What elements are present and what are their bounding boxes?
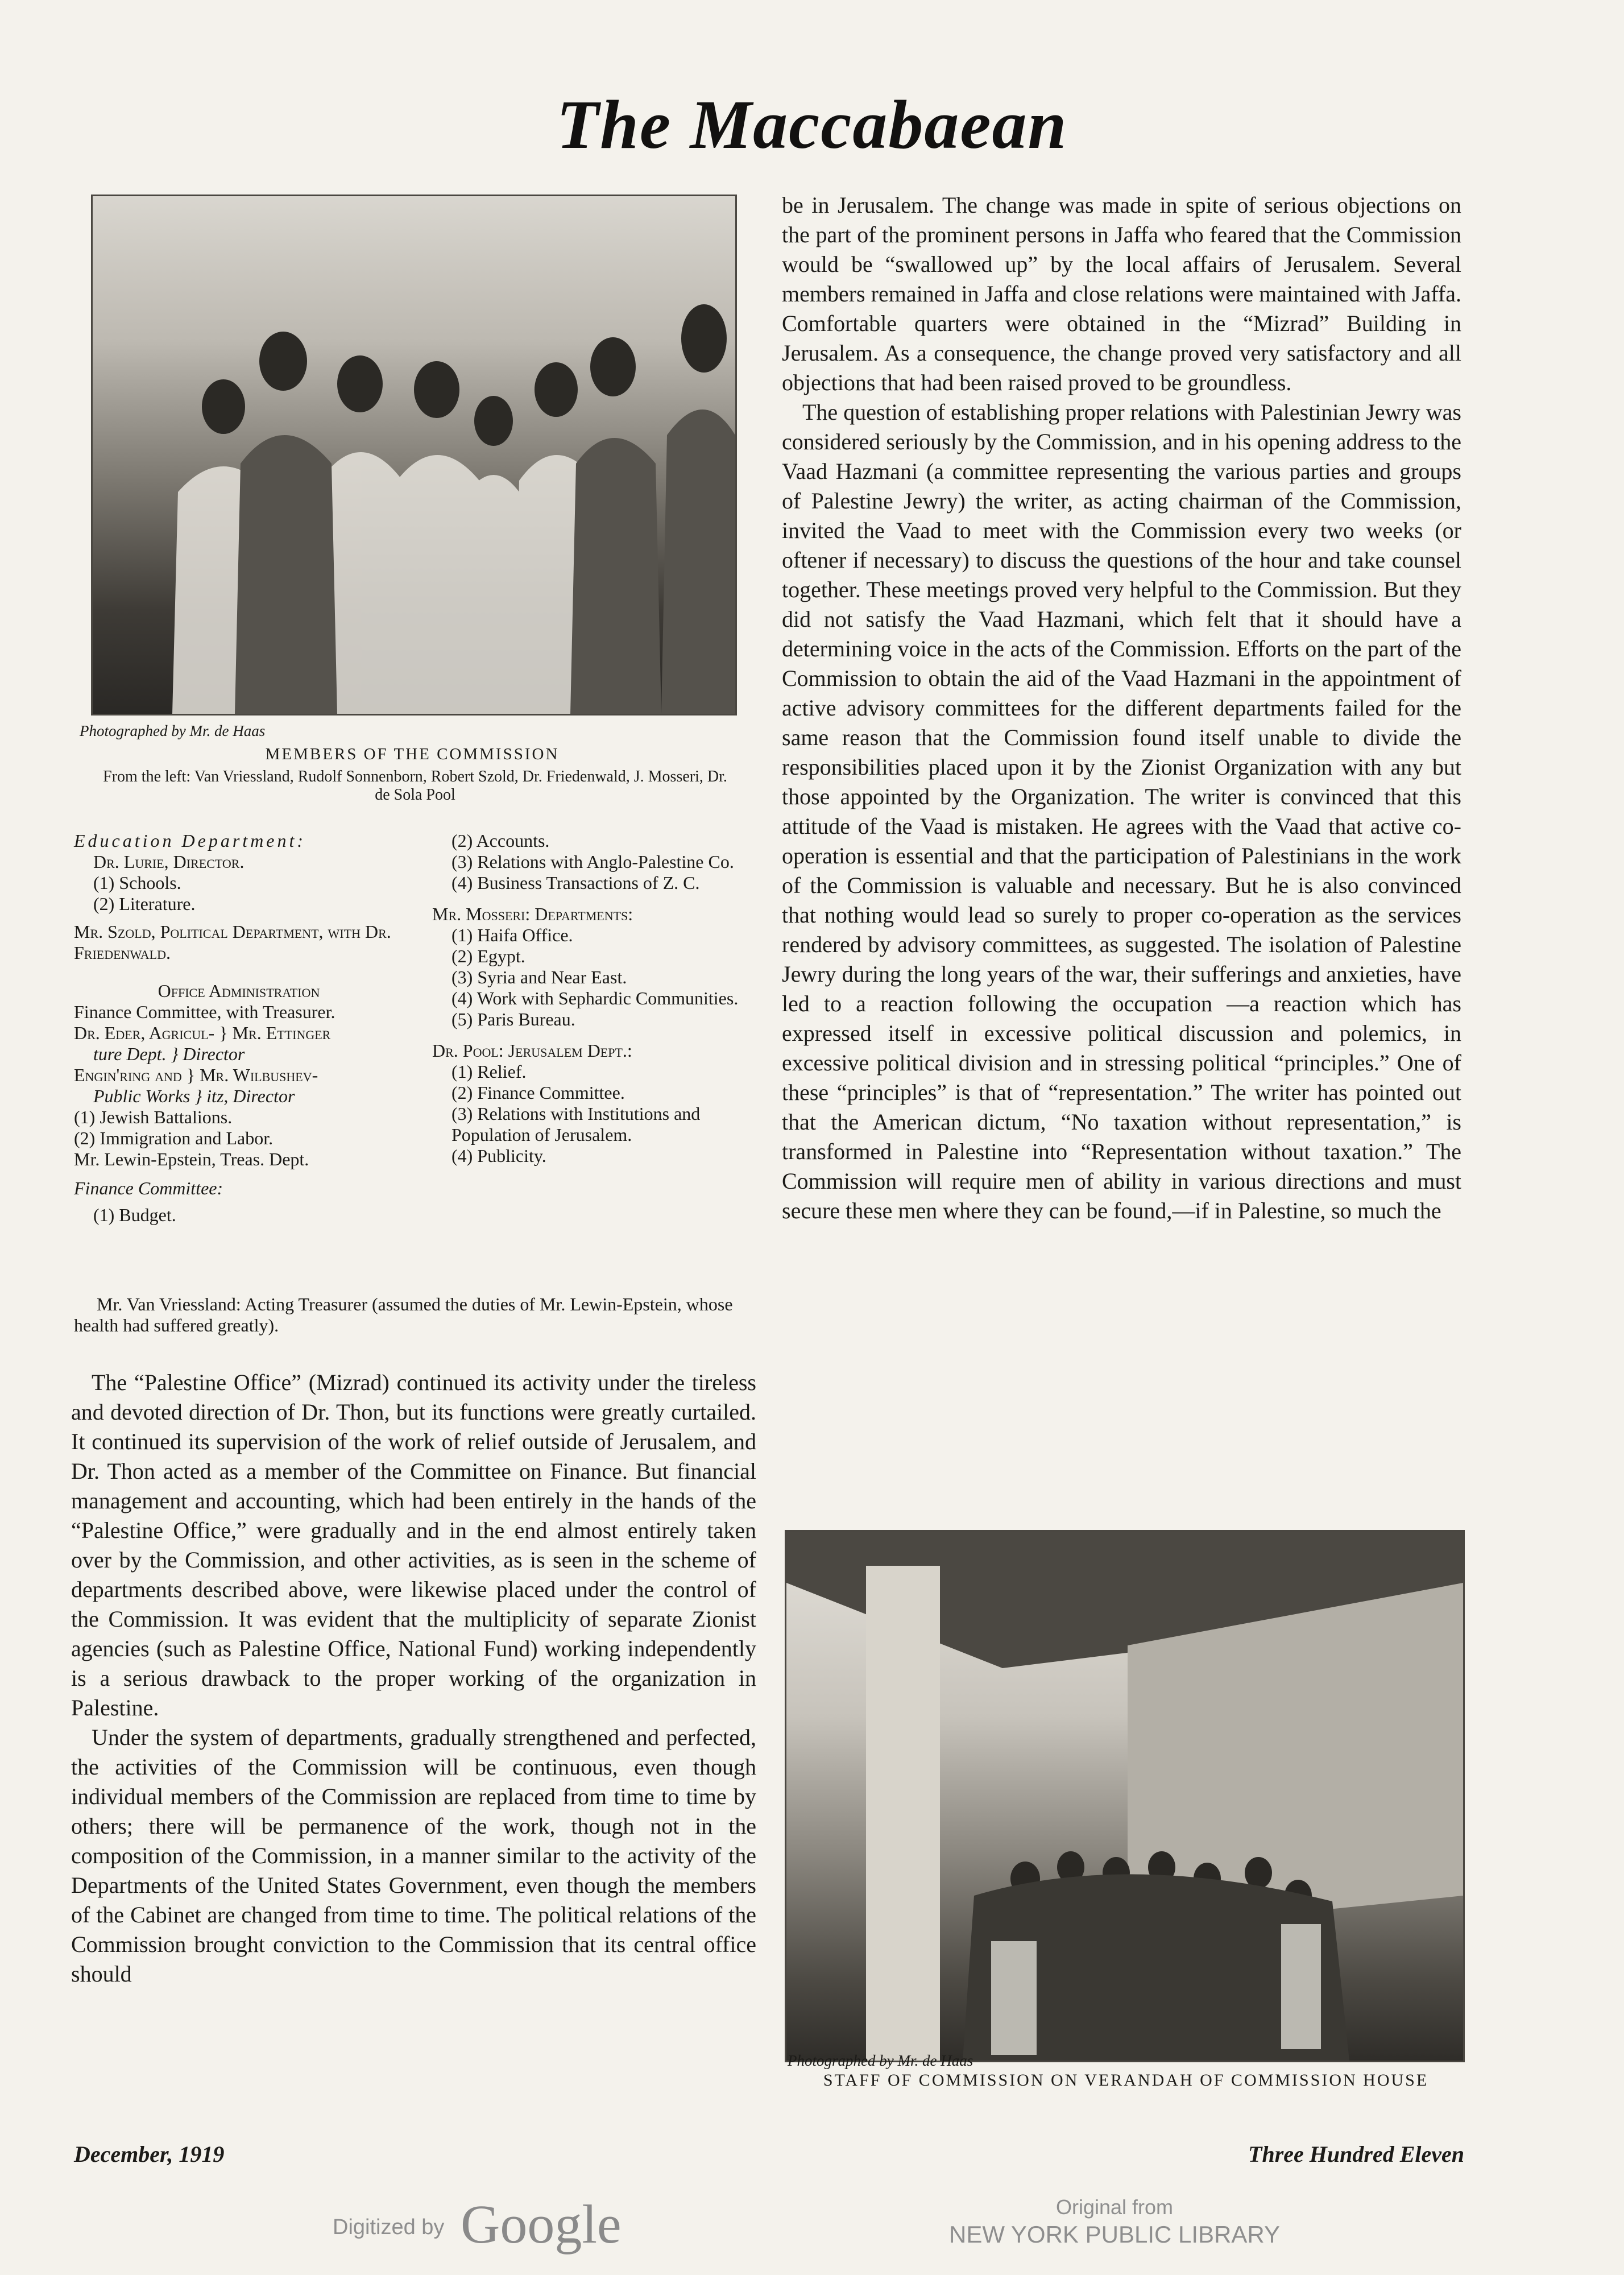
photo2-credit: Photographed by Mr. de Haas <box>788 2052 973 2069</box>
paragraph: Under the system of departments, gradually strengthened and perfected, the activities of the Commission will be continuous, even though individual members of the Commission are replaced from time to time by others; there will be permanence of the work, though not in the composition of the Commission, in a manner similar to the activity of the Departments of the United States Government, even though the members of the Cabinet are changed from time to time. The political relations of the Commission brought conviction to the Commission that its central office should <box>71 1724 756 1987</box>
list-item: (4) Work with Sephardic Communities. <box>451 988 739 1008</box>
list-item: (1) Relief. <box>451 1061 527 1082</box>
issue-date: December, 1919 <box>74 2141 225 2167</box>
list-item: (1) Schools. <box>93 872 181 893</box>
finance-committee-entry: Finance Committee, with Treasurer. <box>74 1002 335 1022</box>
pool-heading: Dr. Pool: Jerusalem Dept.: <box>432 1040 632 1061</box>
masthead-title: The Maccabaean <box>556 86 1068 163</box>
list-item: (1) Jewish Battalions. <box>74 1107 233 1127</box>
education-director: Dr. Lurie, Director. <box>93 851 245 872</box>
paragraph: be in Jerusalem. The change was made in spite of serious objections on the part of the prominent persons in Jaffa who feared that the Commission would be “swallowed up” by the local affairs of Jerusalem. Several members remained in Jaffa and close relations were maintained with Jaffa. Comfortable quarters were obtained in the “Mizrad” Building in Jerusalem. As a consequence, the change proved very satisfactory and all objections that had been raised proved to be groundless. <box>782 192 1461 395</box>
list-item: (3) Syria and Near East. <box>451 967 627 987</box>
acting-treasurer-note: Mr. Van Vriessland: Acting Treasurer (assumed the duties of Mr. Lewin-Epstein, whose health had suffered greatly). <box>74 1294 733 1335</box>
group-silhouettes <box>93 196 735 714</box>
szold-entry: Mr. Szold, Political Department, with Dr. Friedenwald. <box>74 921 391 963</box>
google-logo: Google <box>461 2194 622 2255</box>
list-item: Mr. Lewin-Epstein, Treas. Dept. <box>74 1149 309 1169</box>
list-item: (1) Haifa Office. <box>451 925 573 945</box>
department-scheme-left <box>74 830 404 1226</box>
page-number: Three Hundred Eleven <box>1248 2141 1464 2167</box>
list-item: (2) Immigration and Labor. <box>74 1128 274 1148</box>
list-item: (4) Business Transactions of Z. C. <box>451 872 700 893</box>
list-item: (2) Literature. <box>93 894 196 914</box>
photo1-caption-text: From the left: Van Vriessland, Rudolf Sonnenborn, Robert Szold, Dr. Friedenwald, J. Mosseri, Dr. de Sola Pool <box>103 768 727 804</box>
list-item: (3) Relations with Institutions and Population of Jerusalem. <box>451 1103 701 1145</box>
office-admin-heading: Office Administration <box>158 981 320 1001</box>
photo1-caption-title: MEMBERS OF THE COMMISSION <box>265 745 560 763</box>
paragraph: The “Palestine Office” (Mizrad) continued its activity under the tireless and devoted direction of Dr. Thon, but its functions were greatly curtailed. It continued its supervision of the work of relief outside of Jerusalem, and Dr. Thon acted as a member of the Committee on Finance. But financial management and accounting, which had been entirely in the hands of the “Palestine Office,” were gradually and in the end almost entirely taken over by the Commission, and other activities, as is seen in the scheme of departments described above, were likewise placed under the control of the Commission. It was evident that the multiplicity of separate Zionist agencies (such as Palestine Office, National Fund) working independently is a serious drawback to the proper working of the organization in Palestine. <box>71 1370 756 1720</box>
digitized-by-label: Digitized by <box>333 2215 445 2239</box>
paragraph: The question of establishing proper relations with Palestinian Jewry was considered seriously by the Commission, and in his opening address to the Vaad Hazmani (a committee representing the various parties and groups of Palestine Jewry) the writer, as acting chairman of the Commission, invited the Vaad to meet with the Commission every two weeks (or oftener if necessary) to discuss the questions of the hour and take counsel together. These meetings proved very helpful to the Commission. But they did not satisfy the Vaad Hazmani, which felt that it should have a determining voice in the acts of the Commission. Efforts on the part of the Commission to obtain the aid of the Vaad Hazmani in the appointment of active advisory committees for the different departments failed for the same reason that the Commission found itself unable to divide the responsibilities placed upon it by the Zionist Organization with any but those appointed by the Organization. The writer is convinced that this attitude of the Vaad is mistaken. He agrees with the Vaad that active co-operation is essential and that the participation of Palestinians in the work of the Commission is valuable and necessary. But he is also convinced that nothing would lead so surely to proper co-operation as the services rendered by advisory committees, as suggested. The isolation of Palestine Jewry during the long years of the war, their sufferings and anxieties, have led to a reaction following the occupation —a reaction which has expressed itself in excessive political discussion and polemics, in excessive political division and in stressing political “principles.” One of these “principles” is that of “representation.” The writer has pointed out that the American dictum, “No taxation without representation,” is transformed in Palestine into “Representation without taxation.” The Commission will require men of ability in various directions and must secure these men where they can be found,—if in Palestine, so much the <box>782 399 1461 1223</box>
department-scheme-right <box>432 830 756 1167</box>
verandah-scene <box>786 1532 1463 2061</box>
education-heading: Education Department: <box>74 830 306 851</box>
engineering-entry-line1: Engin'ring and } Mr. Wilbushev- <box>74 1065 318 1085</box>
list-item: (3) Relations with Anglo-Palestine Co. <box>451 851 734 872</box>
photo1-credit: Photographed by Mr. de Haas <box>80 722 266 739</box>
eder-entry-line1: Dr. Eder, Agricul- } Mr. Ettinger <box>74 1023 331 1043</box>
list-item: (2) Accounts. <box>451 830 550 851</box>
mosseri-heading: Mr. Mosseri: Departments: <box>432 904 633 924</box>
original-from-label: Original from <box>1055 2195 1174 2219</box>
list-item: (1) Budget. <box>93 1205 176 1225</box>
engineering-entry-line2: Public Works } itz, Director <box>93 1086 295 1106</box>
list-item: (2) Egypt. <box>451 946 525 966</box>
right-column-body <box>782 191 1461 1226</box>
finance-committee-label: Finance Committee: <box>74 1178 223 1198</box>
list-item: (2) Finance Committee. <box>451 1082 625 1103</box>
left-column-body <box>71 1368 756 1989</box>
list-item: (5) Paris Bureau. <box>451 1009 575 1029</box>
library-label: NEW YORK PUBLIC LIBRARY <box>949 2221 1280 2248</box>
verandah-staff-photo <box>785 1530 1465 2062</box>
eder-entry-line2: ture Dept. } Director <box>93 1044 245 1064</box>
list-item: (4) Publicity. <box>451 1145 546 1166</box>
photo2-caption-title: STAFF OF COMMISSION ON VERANDAH OF COMMISSION HOUSE <box>823 2071 1429 2090</box>
commission-members-photo <box>91 195 737 715</box>
